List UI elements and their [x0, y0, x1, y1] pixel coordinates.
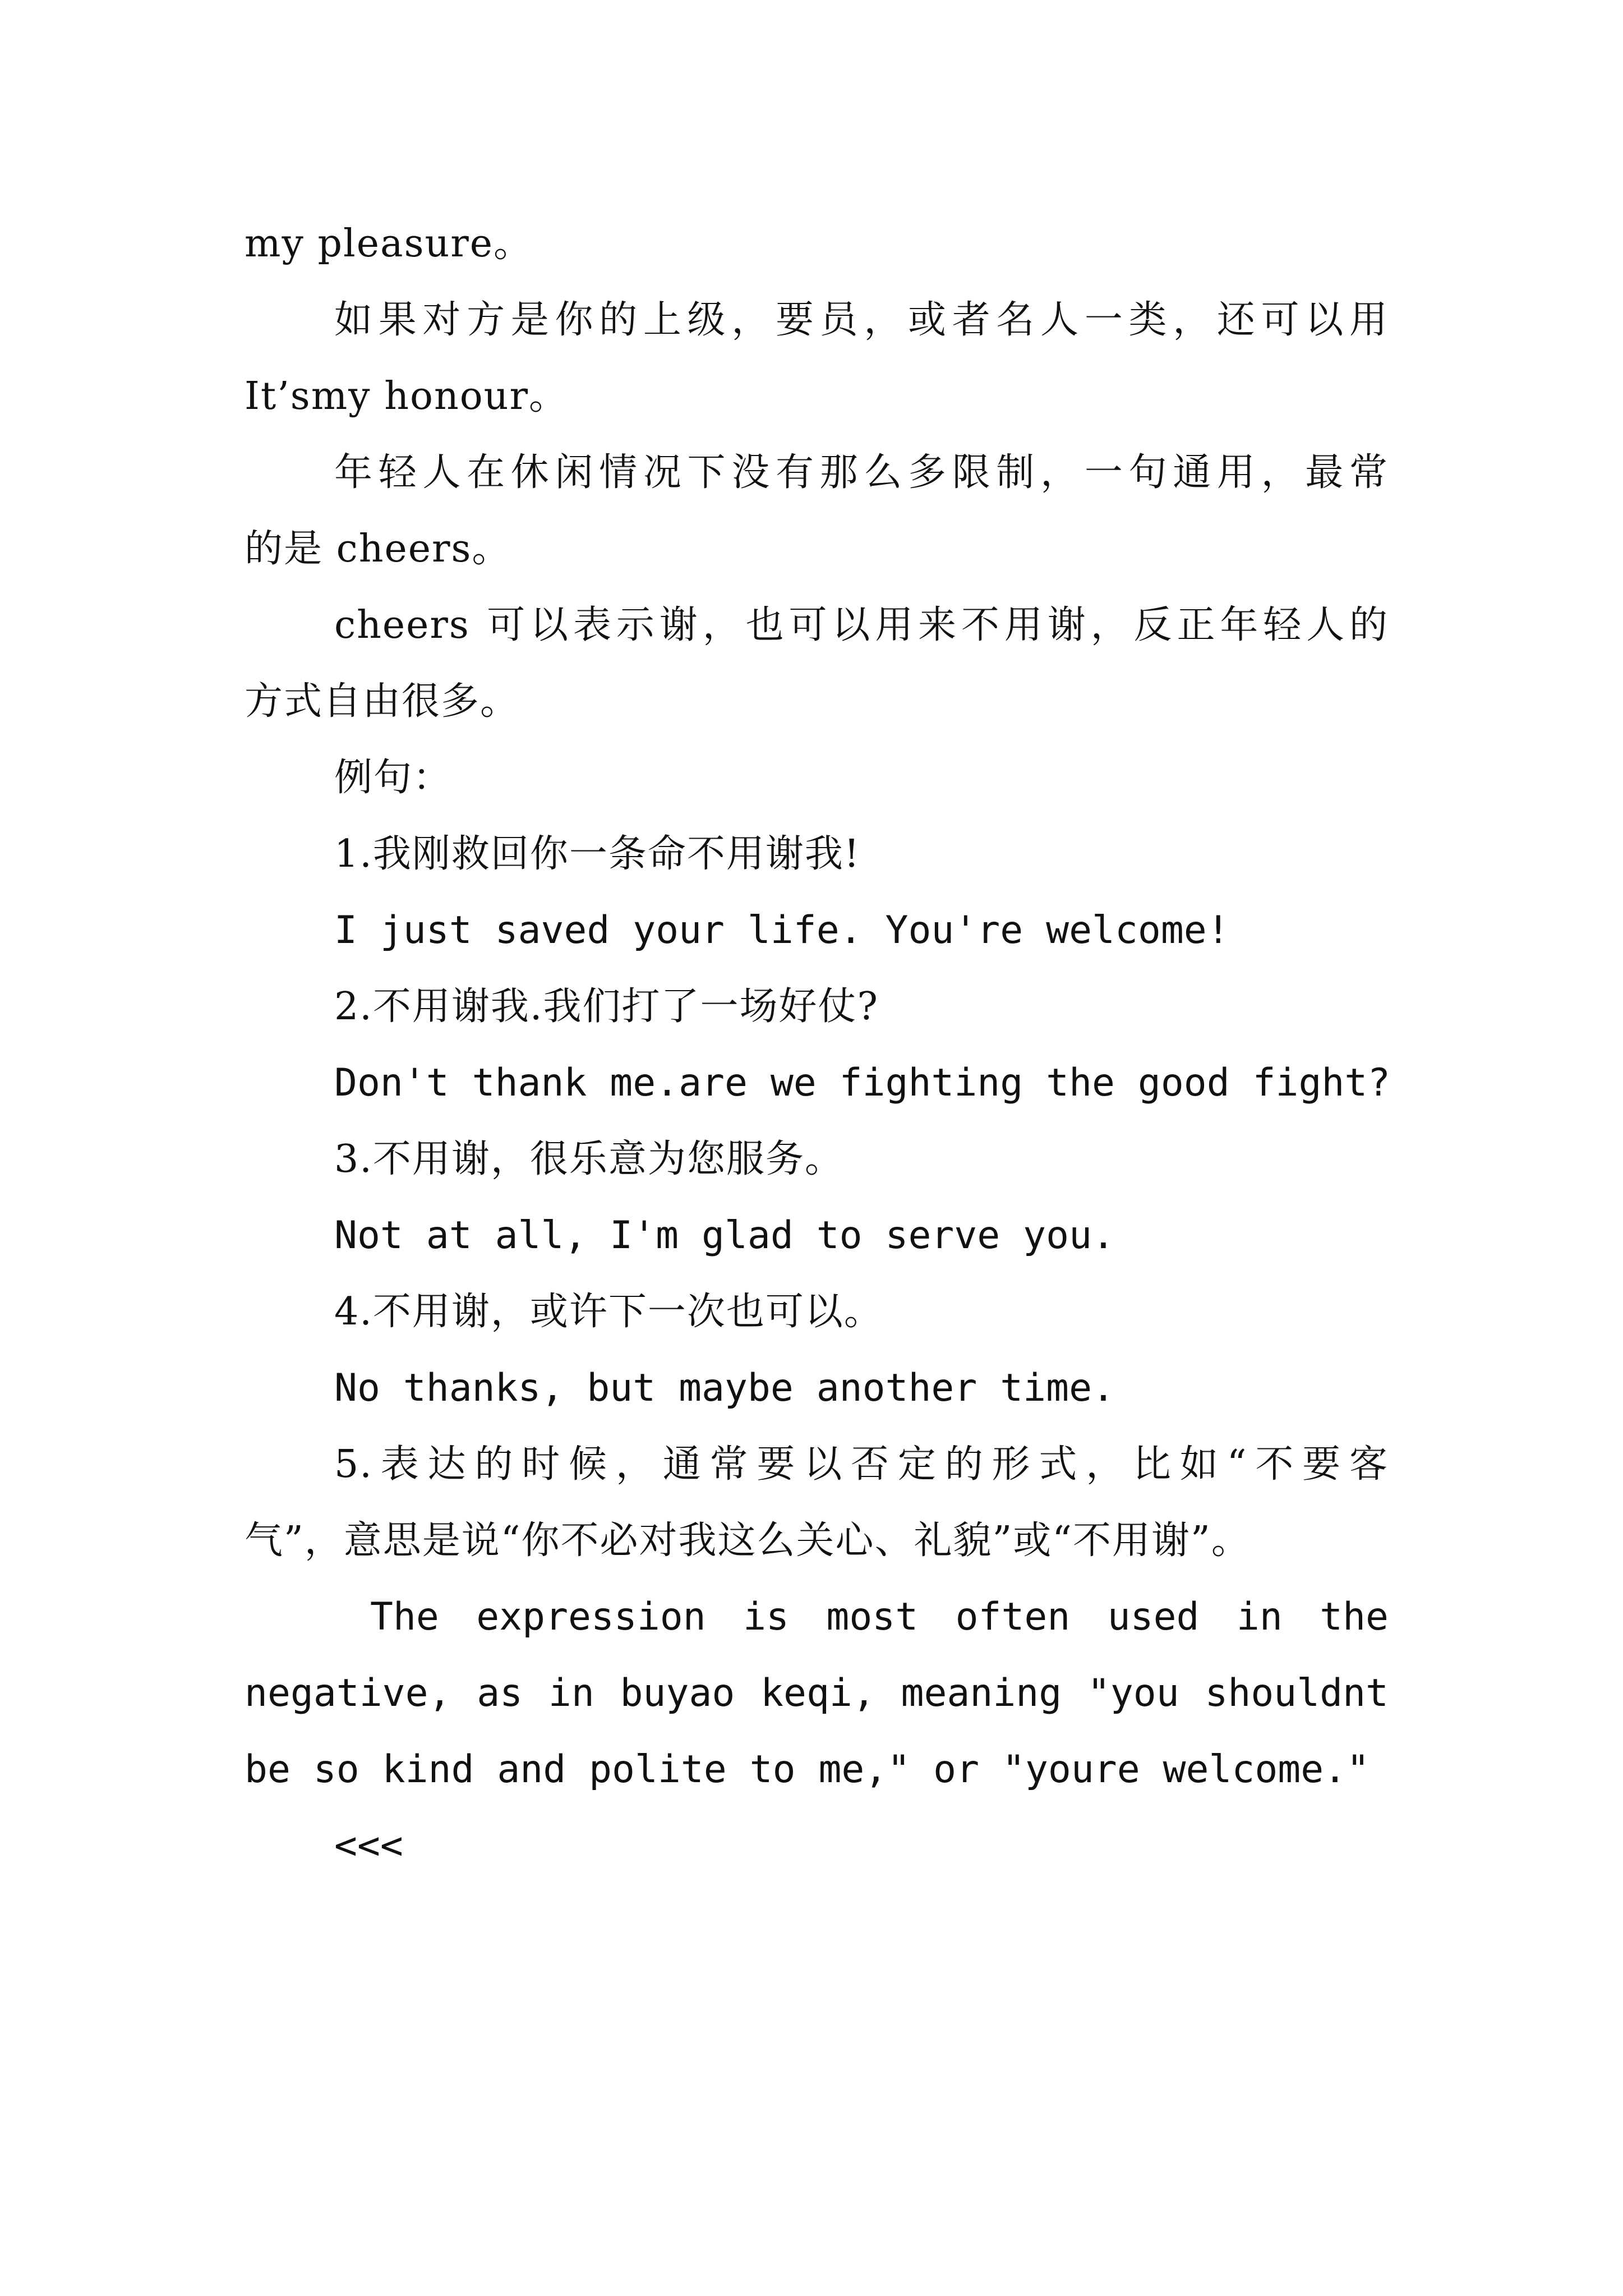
- example-3-english: Not at all, I'm glad to serve you.: [334, 1213, 1115, 1258]
- example-5-english-line-2: negative, as in buyao keqi, meaning "you shouldnt: [245, 1671, 1389, 1715]
- text-line-8: 例句：: [334, 756, 453, 800]
- example-5-english-line-1: The expression is most often used in the: [370, 1595, 1389, 1639]
- text-line-3: It’smy honour。: [245, 374, 568, 418]
- example-1-chinese: 1.我刚救回你一条命不用谢我!: [334, 832, 861, 876]
- example-5-chinese-line-2: 气”，意思是说“你不必对我这么关心、礼貌”或“不用谢”。: [245, 1519, 1251, 1563]
- page-end-marker: <<<: [334, 1824, 403, 1868]
- text-line-7: 方式自由很多。: [245, 679, 520, 724]
- example-5-chinese-line-1: 5.表达的时候，通常要以否定的形式，比如“不要客: [334, 1442, 1389, 1487]
- example-2-chinese: 2.不用谢我.我们打了一场好仗?: [334, 984, 879, 1029]
- example-4-chinese: 4.不用谢，或许下一次也可以。: [334, 1290, 883, 1334]
- example-5-english-line-3: be so kind and polite to me," or "youre welcome.": [245, 1747, 1370, 1792]
- text-line-6: cheers 可以表示谢，也可以用来不用谢，反正年轻人的: [334, 603, 1389, 647]
- example-2-english: Don't thank me.are we fighting the good fight?: [334, 1061, 1391, 1105]
- example-3-chinese: 3.不用谢，很乐意为您服务。: [334, 1137, 844, 1181]
- text-line-5: 的是 cheers。: [245, 527, 511, 571]
- text-line-2: 如果对方是你的上级，要员，或者名人一类，还可以用: [334, 298, 1389, 342]
- example-4-english: No thanks, but maybe another time.: [334, 1366, 1115, 1410]
- example-1-english: I just saved your life. You're welcome!: [334, 908, 1230, 953]
- text-line-1: my pleasure。: [245, 222, 533, 266]
- text-line-4: 年轻人在休闲情况下没有那么多限制，一句通用，最常: [334, 450, 1389, 495]
